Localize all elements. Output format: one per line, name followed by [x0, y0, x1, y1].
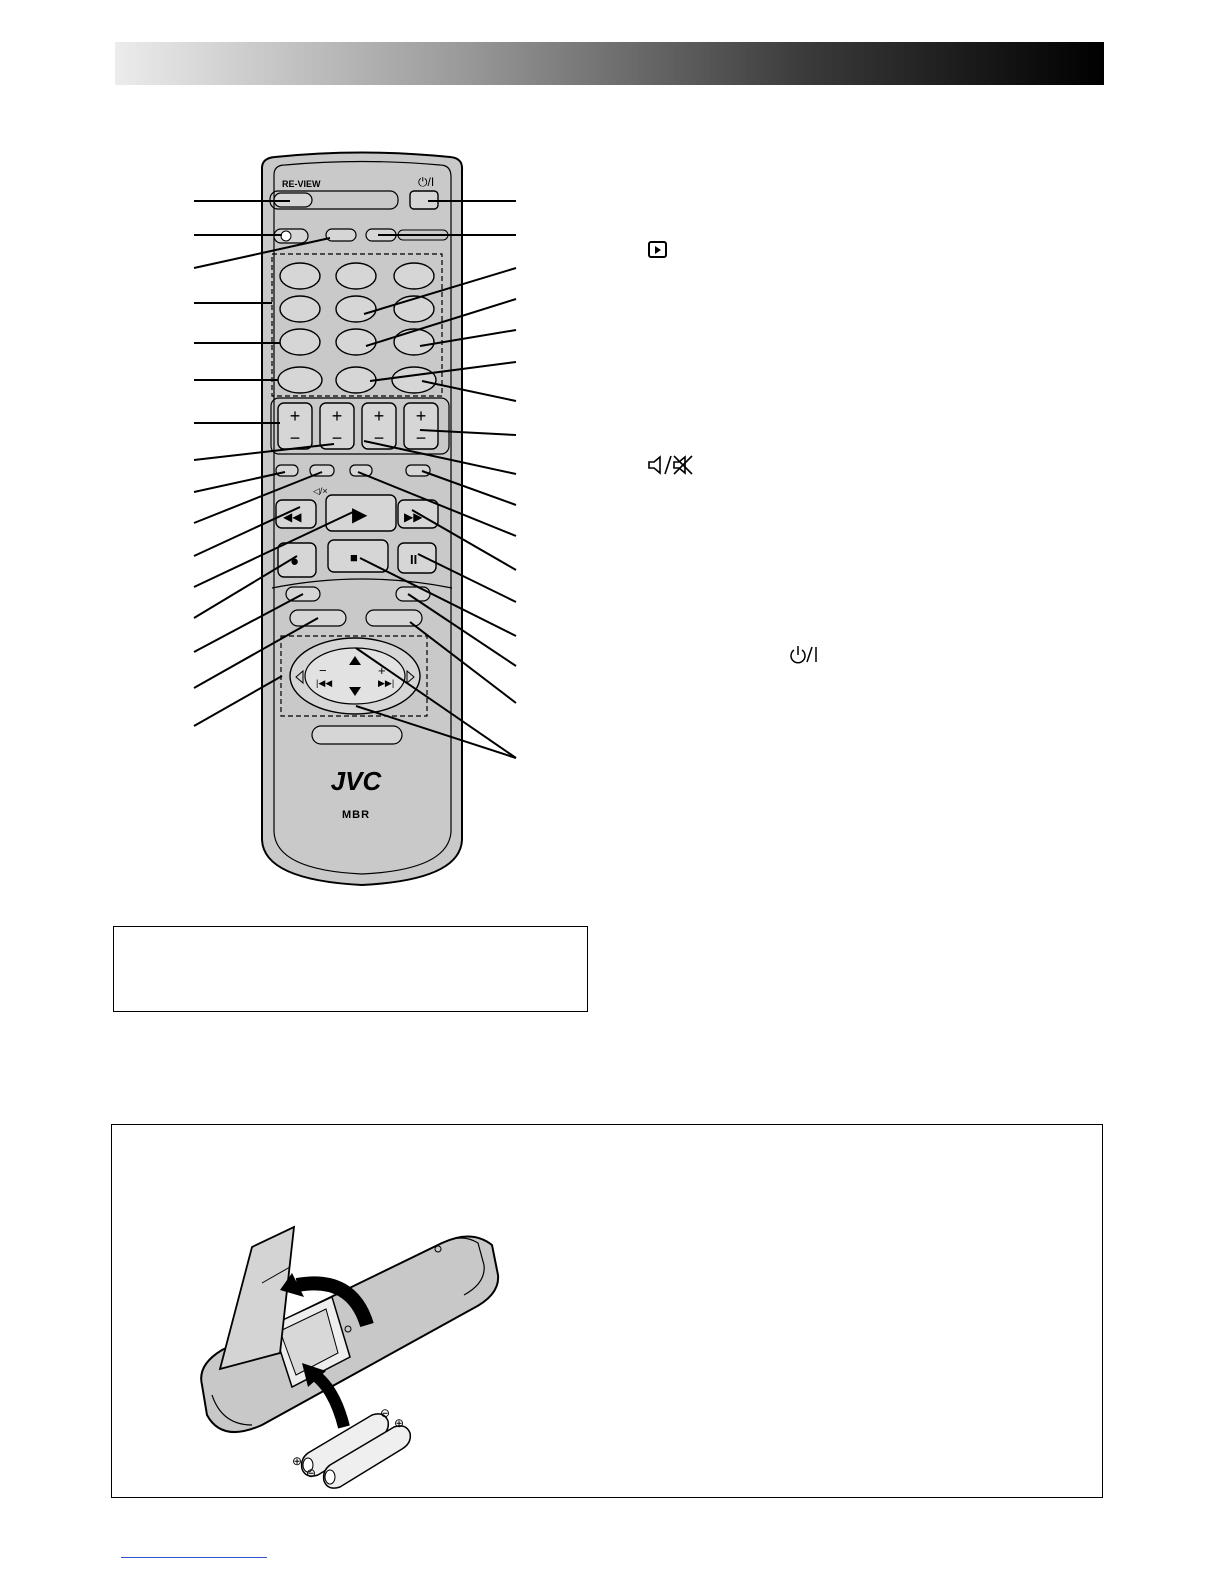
- footer-link-underline[interactable]: [121, 1557, 267, 1558]
- note-box: [113, 926, 588, 1012]
- stop-icon: ■: [350, 550, 358, 565]
- battery-installation-illustration: [112, 1125, 1103, 1498]
- num-button-7[interactable]: [280, 329, 320, 355]
- svg-text:−: −: [373, 428, 385, 448]
- svg-text:+: +: [289, 406, 301, 426]
- fast-forward-icon: ▶▶: [404, 510, 423, 524]
- num-button-5[interactable]: [336, 296, 376, 322]
- svg-text:−: −: [289, 428, 301, 448]
- small-button-e[interactable]: [406, 465, 430, 476]
- num-button-extra-left[interactable]: [278, 367, 322, 393]
- lower-button-right[interactable]: [396, 587, 430, 601]
- jvc-logo: JVC: [330, 766, 382, 796]
- rewind-icon: ◀◀: [283, 510, 302, 524]
- svg-text:|◀◀: |◀◀: [316, 678, 333, 688]
- pause-icon: II: [410, 552, 418, 567]
- small-button-d[interactable]: [350, 465, 372, 476]
- num-button-8[interactable]: [336, 329, 376, 355]
- svg-text:⊕: ⊕: [394, 1416, 405, 1430]
- small-button-c[interactable]: [276, 465, 298, 476]
- svg-text:⊕: ⊕: [292, 1454, 303, 1468]
- svg-text:−: −: [331, 428, 343, 448]
- num-button-9[interactable]: [394, 329, 434, 355]
- num-button-extra-right[interactable]: [392, 367, 436, 393]
- play-icon: ▶: [352, 504, 368, 526]
- small-button-a[interactable]: [326, 229, 356, 241]
- power-standby-icon: [789, 644, 819, 664]
- num-button-3[interactable]: [394, 263, 434, 289]
- mbr-logo: MBR: [341, 809, 371, 821]
- svg-text:+: +: [331, 406, 343, 426]
- mute-label: ◁/×: [313, 486, 328, 496]
- svg-text:▶▶|: ▶▶|: [378, 678, 395, 688]
- review-label: RE-VIEW: [282, 179, 321, 189]
- svg-text:−: −: [319, 663, 327, 678]
- speaker-mute-icon: [647, 454, 693, 476]
- svg-text:−: −: [415, 428, 427, 448]
- svg-text:⊖: ⊖: [306, 1466, 317, 1480]
- num-button-4[interactable]: [280, 296, 320, 322]
- svg-text:+: +: [415, 406, 427, 426]
- tv-video-input-icon: [648, 240, 668, 260]
- svg-text:⊖: ⊖: [380, 1406, 391, 1420]
- power-label: ⏻/I: [418, 175, 435, 189]
- svg-text:+: +: [378, 663, 386, 678]
- bottom-button[interactable]: [312, 726, 402, 744]
- battery-installation-box: [111, 1124, 1103, 1498]
- num-button-2[interactable]: [336, 263, 376, 289]
- svg-text:+: +: [373, 406, 385, 426]
- num-button-1[interactable]: [280, 263, 320, 289]
- record-icon: ●: [290, 553, 300, 570]
